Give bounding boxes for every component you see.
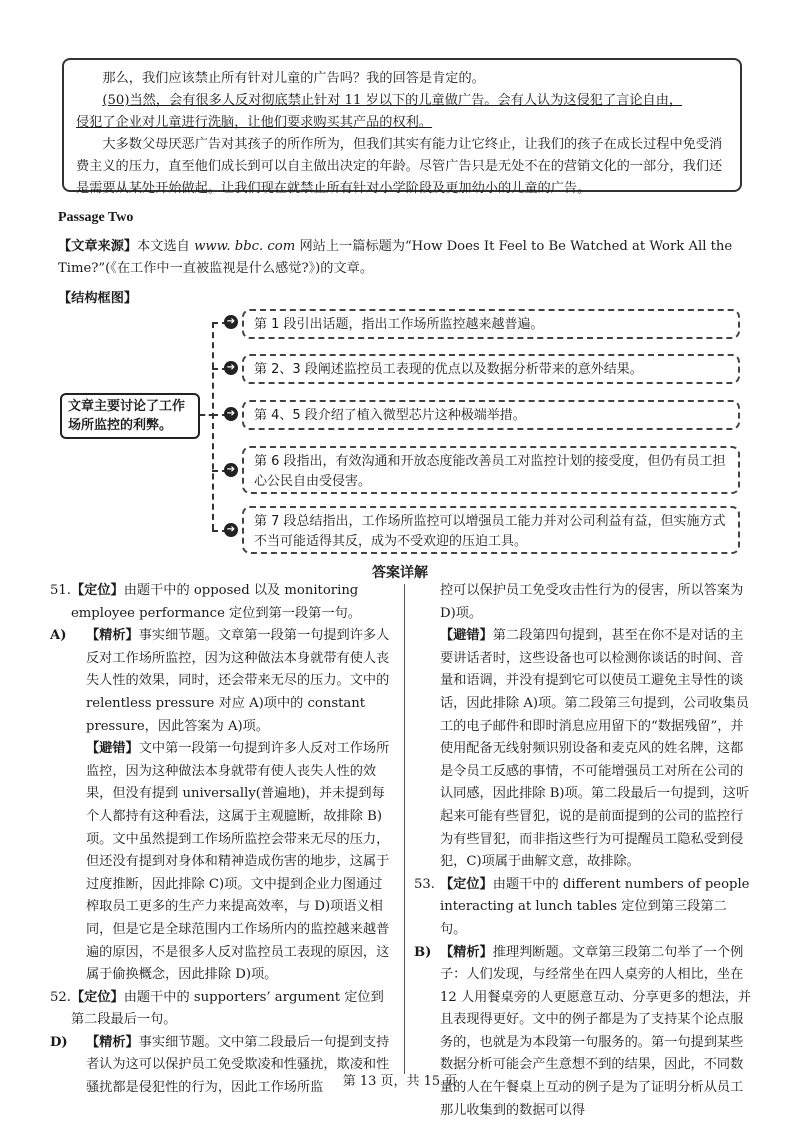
q52-answer: D) (50, 1032, 86, 1100)
structure-main-box: 文章主要讨论了工作场所监控的利弊。 (60, 393, 200, 439)
translation-para-2 (76, 90, 728, 112)
q52-analysis-cont: 控可以保护员工免受攻击性行为的侵害，所以答案为 D)项。 (414, 580, 752, 625)
page-footer: 第 13 页，共 15 页 (0, 1070, 800, 1089)
q51-bc-tag: 【避错】 (86, 741, 139, 756)
answers-right-column (414, 580, 752, 1122)
q52-number: 52. (50, 987, 71, 1032)
underlined-text-1: (50)当然，会有很多人反对彻底禁止针对 11 岁以下的儿童做广告。会有人认为这侵犯了言论自由， (102, 93, 682, 108)
q51-location (50, 580, 394, 625)
q53-loc-tag: 【定位】 (440, 877, 493, 892)
q52-loc-text: 由题干中的 supporters’ argument 定位到第二段最后一句。 (71, 990, 384, 1028)
q53-jx-text: 推理判断题。文章第三段第二句举了一个例子：人们发现，与经常坐在四人桌旁的人相比，坐在 12 人用餐桌旁的人更愿意互动、分享更多的想法，并且表现得更好。文中的例子都是为了支持某个论点服务的，也就是为本段第一句服务的。第一句提到某些数据分析可能会产生意想不到的结果，因此，不同数量的人在午餐桌上互动的例子是为了证明分析从员工那儿收集到的数据可以得 (440, 945, 751, 1118)
underlined-text-2: 侵犯了企业对儿童进行洗脑，让他们要求购买其产品的权利。 (76, 115, 432, 130)
structure-item-1: 第 1 段引出话题，指出工作场所监控越来越普遍。 (242, 309, 740, 339)
arrow-circle-icon: ➔ (224, 407, 238, 421)
q51-analysis (50, 625, 394, 738)
q53-location (414, 874, 752, 942)
q51-loc-text: 由题干中的 opposed 以及 monitoring employee performance 定位到第一段第一句。 (71, 583, 361, 621)
q52-bc-text: 第二段第四句提到，甚至在你不是对话的主要讲话者时，这些设备也可以检测你谈话的时间、音量和语调，并没有提到它可以使员工避免主导性的谈话，因此排除 A)项。第二段第三句提到，公司收集员工的电子邮件和即时消息应用留下的“数据残留”，并使用配备无线射频识别设备和麦克风的姓名牌，这都是令员工反感的事情，不可能增强员工对所在公司的认同感，因此排除 B)项。第二段最后一句提到，这听起来可能有些冒犯，说的是前面提到的公司的监控行为有些冒犯，而非指这些行为可提醒员工隐私受到侵犯，C)项属于曲解文意，故排除。 (440, 628, 749, 869)
q52-location (50, 987, 394, 1032)
passage-title: Passage Two (58, 210, 133, 226)
article-source (58, 236, 748, 280)
arrow-circle-icon: ➔ (224, 523, 238, 537)
answers-left-column (50, 580, 394, 1100)
q53-loc-text: 由题干中的 different numbers of people interacting at lunch tables 定位到第三段第二句。 (440, 877, 749, 937)
q52-analysis (50, 1032, 394, 1100)
q52-bc-tag: 【避错】 (440, 628, 493, 643)
arrow-circle-icon: ➔ (224, 361, 238, 375)
q51-number: 51. (50, 580, 71, 625)
q52-loc-tag: 【定位】 (71, 990, 124, 1005)
structure-item-5: 第 7 段总结指出，工作场所监控可以增强员工能力并对公司利益有益，但实施方式不当可能适得其反，成为不受欢迎的压迫工具。 (242, 506, 740, 554)
q53-answer: B) (414, 942, 440, 1122)
q53-number: 53. (414, 874, 440, 942)
q51-avoid (50, 738, 394, 987)
q51-answer: A) (50, 625, 86, 738)
translation-box (62, 58, 742, 192)
q52-jx-tag: 【精析】 (86, 1035, 139, 1050)
arrow-circle-icon: ➔ (224, 315, 238, 329)
q51-jx-text: 事实细节题。文章第一段第一句提到许多人反对工作场所监控，因为这种做法本身就带有使人丧失人性的效果，同时，还会带来无尽的压力。文中的 relentless pressure 对应 A)项中的 constant pressure，因此答案为 A)项。 (86, 628, 389, 733)
q51-bc-text: 文中第一段第一句提到许多人反对工作场所监控，因为这种做法本身就带有使人丧失人性的效果，但没有提到 universally(普遍地)，并未提到每个人都持有这种看法，这属于主观臆断，故排除 B)项。文中虽然提到工作场所监控会带来无尽的压力，但还没有提到对身体和精神造成伤害的地步，这属于过度推断，因此排除 C)项。文中提到企业力图通过榨取员工更多的生产力来提高效率，与 D)项语义相同，但是它是全球范围内工作场所内的监控越来越普遍的原因，不是很多人反对监控员工表现的原因，这属于偷换概念，因此排除 D)项。 (86, 741, 389, 982)
source-post: 网站上一篇标题为“How Does It Feel to Be Watched at Work All the Time?”(《在工作中一直被监视是什么感觉?》)的文章。 (58, 239, 732, 276)
q51-jx-tag: 【精析】 (86, 628, 139, 643)
q52-jx-text: 事实细节题。文中第二段最后一句提到支持者认为这可以保护员工免受欺凌和性骚扰，欺凌和性骚扰都是侵犯性的行为，因此工作场所监 (86, 1035, 389, 1095)
q53-analysis (414, 942, 752, 1122)
translation-para-3: 大多数父母厌恶广告对其孩子的所作所为，但我们其实有能力让它终止，让我们的孩子在成长过程中免受消费主义的压力，直至他们成长到可以自主做出决定的年龄。尽管广告只是无处不在的营销文化的一部分，我们还是需要从某处开始做起。让我们现在就禁止所有针对小学阶段及更加幼小的儿童的广告。 (76, 134, 728, 200)
source-tag: 【文章来源】 (58, 239, 137, 254)
q52-avoid (414, 625, 752, 874)
translation-para-1: 那么，我们应该禁止所有针对儿童的广告吗？我的回答是肯定的。 (76, 68, 728, 90)
arrow-circle-icon: ➔ (224, 463, 238, 477)
q53-jx-tag: 【精析】 (440, 945, 493, 960)
structure-item-3: 第 4、5 段介绍了植入微型芯片这种极端举措。 (242, 400, 740, 430)
structure-item-4: 第 6 段指出，有效沟通和开放态度能改善员工对监控计划的接受度，但仍有员工担心公民自由受侵害。 (242, 446, 740, 494)
structure-label: 【结构框图】 (58, 287, 137, 306)
connector-vertical (212, 322, 214, 530)
answers-title: 答案详解 (0, 562, 800, 582)
source-site: www. bbc. com (194, 239, 295, 254)
structure-item-2: 第 2、3 段阐述监控员工表现的优点以及数据分析带来的意外结果。 (242, 354, 740, 384)
translation-para-2b (76, 112, 728, 134)
q51-loc-tag: 【定位】 (71, 583, 124, 598)
source-pre: 本文选自 (137, 239, 194, 254)
column-divider (404, 584, 405, 1074)
